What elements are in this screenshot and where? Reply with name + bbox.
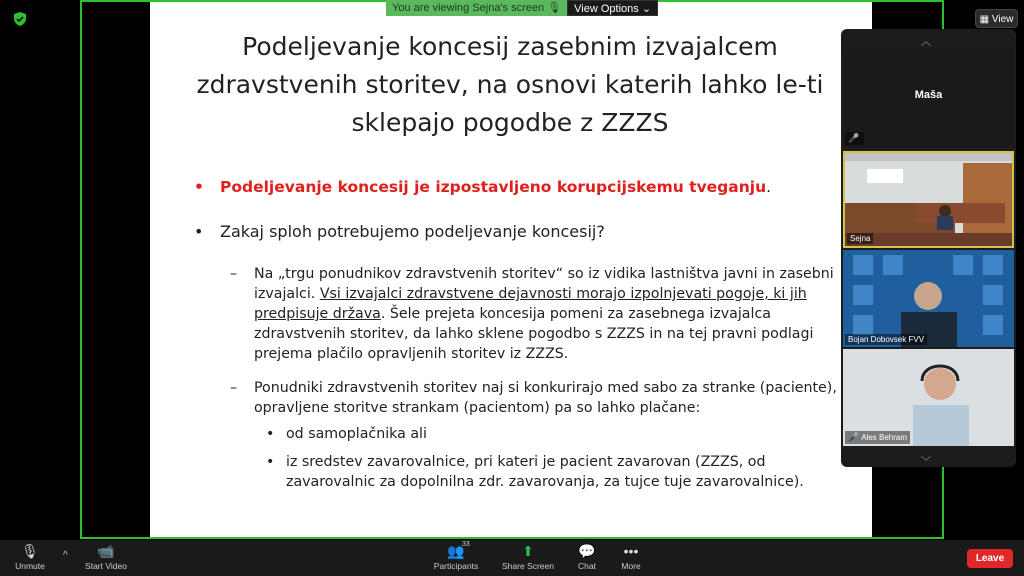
participant-name: Maša <box>914 89 943 101</box>
participant-tile[interactable] <box>843 349 1014 446</box>
subsub-1-text: od samoplačnika ali <box>286 426 427 442</box>
share-screen-button[interactable] <box>500 543 556 571</box>
bullet-dot: • <box>194 222 204 241</box>
view-button-label: View <box>991 14 1014 25</box>
participants-icon: 👥 <box>447 543 465 559</box>
participants-count: 33 <box>462 541 470 548</box>
chevron-up-icon[interactable]: ︿ <box>921 37 931 48</box>
bullet-dot: • <box>194 178 204 196</box>
slide-subbullet-2 <box>230 378 842 418</box>
chat-label: Chat <box>578 561 596 571</box>
bullet-2-text: Zakaj sploh potrebujemo podeljevanje koncesij? <box>220 222 605 241</box>
view-layout-button[interactable] <box>975 9 1018 28</box>
video-feed <box>843 250 1014 347</box>
participant-name-muted: 🎤 Ales Behram <box>845 431 910 444</box>
slide-subbullet-1 <box>230 264 842 364</box>
meeting-toolbar <box>0 540 1024 576</box>
participant-name: Sejna <box>847 233 873 244</box>
sub-1-text-b: . Šele prejeta koncesija pomeni za zasebnega izvajalca zdravstvenih storitev, da lahko sklene pogodbo s ZZZS in na tej pravni podlagi prejema plačilo opravljenih storitev iz ZZZS. <box>254 306 814 362</box>
slide-bullet-2 <box>194 222 844 241</box>
slide-subsub-2 <box>266 452 846 492</box>
presentation-slide <box>150 2 872 537</box>
bullet-1-text: Podeljevanje koncesij je izpostavljeno korupcijskemu tveganju <box>220 178 767 196</box>
view-options-button[interactable]: View Options ⌄ <box>567 0 658 16</box>
sub-1-underlined: Vsi izvajalci zdravstvene dejavnosti morajo izpolnjevati pogoje, ki jih predpisuje država <box>254 286 807 322</box>
sub-1-text-a: Na „trgu ponudnikov zdravstvenih storitev“ so iz vidika lastništva javni in zasebni izvajalci. <box>254 266 834 302</box>
participants-button[interactable] <box>428 543 484 571</box>
video-off-icon: 📹 <box>97 543 115 559</box>
chat-icon: 💬 <box>578 543 596 559</box>
participants-label: Participants <box>433 561 479 571</box>
dash-marker: – <box>230 380 238 396</box>
mic-icon: 🎙 <box>547 2 562 14</box>
participant-tile[interactable] <box>843 49 1014 147</box>
start-video-button[interactable] <box>82 543 130 571</box>
shield-icon[interactable] <box>14 12 26 26</box>
grid-icon: ▦ <box>979 14 990 25</box>
unmute-button[interactable] <box>10 543 50 571</box>
unmute-label: Unmute <box>15 561 45 571</box>
slide-bullet-1 <box>194 178 844 196</box>
dash-marker: – <box>230 266 238 282</box>
screen-share-banner <box>386 0 658 16</box>
chat-button[interactable] <box>572 543 602 571</box>
chevron-down-icon: ⌄ <box>641 3 652 15</box>
leave-button[interactable]: Leave <box>967 549 1013 568</box>
participant-tile[interactable] <box>843 250 1014 347</box>
muted-mic-icon: 🎙 <box>21 543 39 559</box>
more-button[interactable] <box>616 543 646 571</box>
more-icon: ••• <box>623 543 639 559</box>
viewing-label: You are viewing Sejna's screen 🎙 <box>386 0 567 16</box>
sub-2-text: Ponudniki zdravstvenih storitev naj si konkurirajo med sabo za stranke (paciente), opravljene storitve strankam (pacientom) pa so lahko plačane: <box>254 380 837 416</box>
chevron-down-icon[interactable]: ﹀ <box>921 457 931 468</box>
participant-name: Bojan Dobovsek FVV <box>845 334 927 345</box>
bullet-dot: • <box>266 426 275 442</box>
participant-tile-active-speaker[interactable] <box>843 151 1014 248</box>
share-screen-label: Share Screen <box>502 561 554 571</box>
bullet-dot: • <box>266 454 275 470</box>
more-label: More <box>621 561 641 571</box>
slide-subsub-1 <box>266 424 846 444</box>
subsub-2-text: iz sredstev zavarovalnice, pri kateri je pacient zavarovan (ZZZS, od zavarovalnic za dopolnilna zdr. zavarovanja, za tujce tuje zavarovalnice). <box>286 454 804 490</box>
muted-mic-icon: 🎤 <box>845 132 864 145</box>
participant-gallery <box>841 29 1016 467</box>
start-video-label: Start Video <box>85 561 127 571</box>
share-screen-icon: ⬆ <box>522 543 534 559</box>
chevron-up-icon[interactable]: ^ <box>63 550 68 561</box>
muted-mic-icon: 🎤 <box>848 432 860 442</box>
slide-title: Podeljevanje koncesij zasebnim izvajalcem zdravstvenih storitev, na osnovi katerih lahko le-ti sklepajo pogodbe z ZZZS <box>196 32 824 137</box>
bullet-1-period: . <box>766 178 772 196</box>
